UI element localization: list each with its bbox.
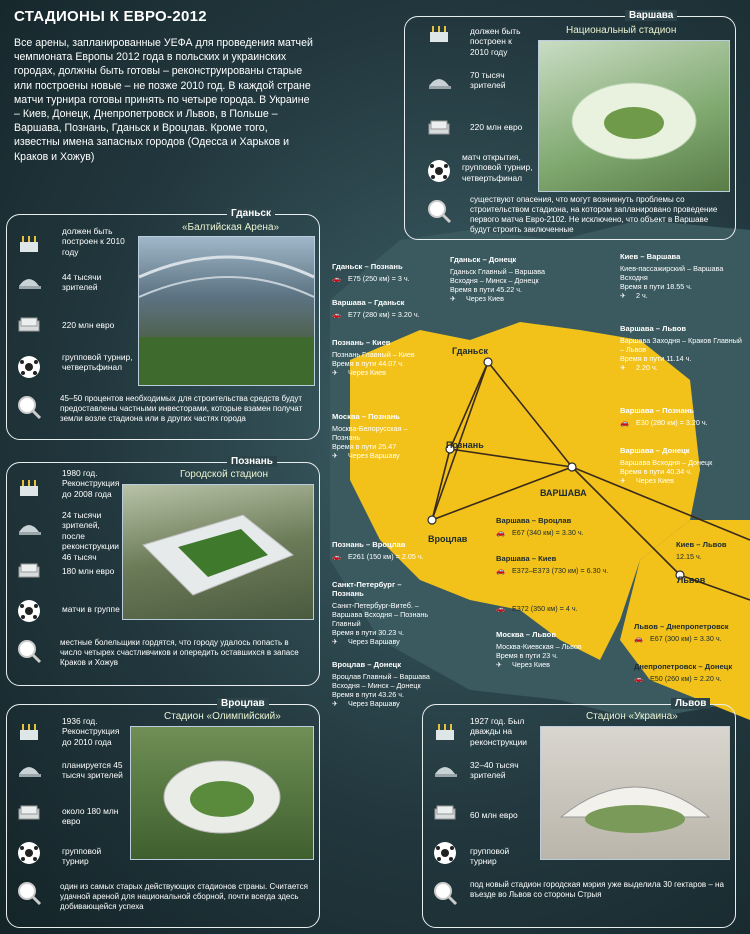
cake-icon: [16, 230, 42, 256]
ball-icon: [426, 158, 452, 184]
route-warsaw-donetsk: [620, 446, 745, 487]
fact-built: 1936 год. Реконструкция до 2010 года: [62, 716, 120, 747]
magnifier-icon: [426, 198, 452, 224]
route-dnipro-donetsk: [634, 662, 746, 685]
route-via: Через Варшаву: [348, 699, 400, 708]
car-icon: 🚗: [634, 674, 643, 683]
money-icon: [432, 800, 458, 826]
route-info: Москва-Киевская – Львов: [496, 642, 582, 651]
route-title: Познань – Вроцлав: [332, 540, 406, 549]
fact-built: 1980 год. Реконструкция до 2008 года: [62, 468, 120, 499]
route-moscow-lviv: [496, 630, 616, 671]
stadium-name: Стадион «Украина»: [586, 711, 678, 722]
intro-text: Все арены, запланированные УЕФА для проведения матчей чемпионата Европы 2012 года в польских и украинских городах, должны быть готовы – реконструированы старые или построены новые – не позже 2010 год. В каждой стране матчи турнира готовы принять по четыре города. В Украине – Киев, Донецк, Днепропетровск и Львов, в Польше – Варшава, Познань, Гданьск и Вроцлав. Кроме того, известны имена запасных городов (Одесса и Харьков и Краков и Хожув): [14, 37, 313, 163]
city-label: Гданьск: [227, 208, 275, 219]
fact-capacity: планируется 45 тысяч зрителей: [62, 760, 123, 781]
route-time: Время в пути 18.55 ч.: [620, 282, 692, 291]
fact-built: должен быть построен к 2010 году: [470, 26, 521, 57]
fact-note: под новый стадион городская мэрия уже выделила 30 гектаров – на въезде во Львов со стороны Стрыя: [470, 880, 724, 899]
fact-matches: групповой турнир, четвертьфинал: [62, 352, 133, 373]
route-spb-poznan: [332, 580, 430, 648]
ball-icon: [432, 840, 458, 866]
route-time: Время в пути 44.07 ч.: [332, 359, 404, 368]
route-info: E77 (280 км) = 3.20 ч.: [348, 310, 420, 319]
plane-icon: ✈: [332, 368, 339, 377]
route-title: Варшава – Львов: [620, 324, 687, 333]
route-poznan-wroclaw: [332, 540, 430, 563]
car-icon: 🚗: [620, 418, 629, 427]
route-info: E261 (150 км) = 2.05 ч.: [348, 552, 424, 561]
fact-note: один из самых старых действующих стадионов страны. Считается удачной ареной для национальной сборной, почти всегда здесь добивающейся успеха: [60, 882, 308, 911]
route-time: Время в пути 43.26 ч.: [332, 690, 404, 699]
plane-icon: ✈: [496, 660, 503, 669]
route-info: 12.15 ч.: [676, 552, 702, 561]
route-wroclaw-donetsk: [332, 660, 430, 710]
route-info: E50 (260 км) = 2.20 ч.: [650, 674, 722, 683]
route-warsaw-kiev: [496, 554, 616, 577]
route-title: Вроцлав – Донецк: [332, 660, 402, 669]
route-info: E67 (300 км) = 3.30 ч.: [650, 634, 722, 643]
route-gdansk-poznan: [332, 262, 430, 285]
route-time: Время в пути 40.34 ч.: [620, 467, 692, 476]
magnifier-icon: [16, 394, 42, 420]
route-time: Время в пути 23 ч.: [496, 651, 558, 660]
money-icon: [426, 115, 452, 141]
route-gdansk-donetsk: [450, 255, 570, 305]
route-title: Москва – Львов: [496, 630, 556, 639]
route-info: Варшава Заходня – Краков Главный – Львов: [620, 336, 742, 354]
route-time: Время в пути 11.14 ч.: [620, 354, 692, 363]
fact-matches: матч открытия, групповой турнир, четвертьфинал: [462, 152, 533, 183]
route-via: Через Варшаву: [348, 451, 400, 460]
route-info: Санкт-Петербург-Витеб. – Варшава Всходня – Познань Главный: [332, 601, 429, 628]
map-label-gdansk: Гданьск: [452, 346, 488, 356]
car-icon: 🚗: [496, 566, 505, 575]
route-title: Москва – Познань: [332, 412, 400, 421]
route-via: Через Варшаву: [348, 637, 400, 646]
route-info: Гданьск Главный – Варшава Всходня – Минск – Донецк: [450, 267, 545, 285]
fact-capacity: 24 тысячи зрителей, после реконструкции 46 тысяч: [62, 510, 119, 562]
cake-icon: [16, 718, 42, 744]
magnifier-icon: [16, 638, 42, 664]
stadium-photo-gdansk: [138, 236, 315, 386]
route-title: Днепропетровск – Донецк: [634, 662, 733, 671]
route-kiev-lviv: [676, 540, 746, 561]
car-icon: 🚗: [332, 552, 341, 561]
stadium-name: Стадион «Олимпийский»: [164, 711, 281, 722]
dot-gdansk: [484, 358, 492, 366]
route-title: Варшава – Познань: [620, 406, 694, 415]
plane-icon: ✈: [450, 294, 457, 303]
route-via: Через Киев: [466, 294, 504, 303]
ball-icon: [16, 354, 42, 380]
route-info: E75 (250 км) = 3 ч.: [348, 274, 410, 283]
route-kiev-warsaw: [620, 252, 745, 302]
plane-icon: ✈: [332, 637, 339, 646]
fact-built: должен быть построен к 2010 году: [62, 226, 125, 257]
fact-cost: 60 млн евро: [470, 810, 518, 820]
cake-icon: [426, 20, 452, 46]
cap-icon: [16, 516, 42, 542]
fact-cost: 180 млн евро: [62, 566, 115, 576]
magnifier-icon: [16, 880, 42, 906]
route-title: Гданьск – Донецк: [450, 255, 517, 264]
route-time: Время в пути 30.23 ч.: [332, 628, 404, 637]
stadium-photo-lviv: [540, 726, 730, 860]
route-via: Через Киев: [348, 368, 386, 377]
route-info: Варшава Всходня – Донецк: [620, 458, 713, 467]
route-info: Москва-Белорусская – Познань: [332, 424, 408, 442]
fact-matches: групповой турнир: [470, 846, 510, 867]
fact-capacity: 70 тысяч зрителей: [470, 70, 506, 91]
car-icon: 🚗: [496, 528, 505, 537]
plane-icon: ✈: [620, 476, 627, 485]
route-warsaw-lviv-car: [496, 604, 616, 615]
route-lviv-dnipro: [634, 622, 746, 645]
route-info: Познань Главный – Киев: [332, 350, 415, 359]
route-time: Время в пути 25.47: [332, 442, 397, 451]
fact-cost: 220 млн евро: [470, 122, 523, 132]
route-poznan-kiev: [332, 338, 430, 379]
cake-icon: [16, 474, 42, 500]
route-via: Через Киев: [512, 660, 550, 669]
plane-icon: ✈: [620, 291, 627, 300]
plane-icon: ✈: [332, 699, 339, 708]
cap-icon: [16, 270, 42, 296]
route-info: Вроцлав Главный – Варшава Всходня – Минск – Донецк: [332, 672, 430, 690]
route-info: E372–E373 (730 км) = 6.30 ч.: [512, 566, 609, 575]
route-via: Через Киев: [636, 476, 674, 485]
route-warsaw-poznan: [620, 406, 745, 429]
route-title: Киев – Варшава: [620, 252, 681, 261]
route-title: Киев – Львов: [676, 540, 727, 549]
route-info: E30 (280 км) = 3.20 ч.: [636, 418, 708, 427]
ball-icon: [16, 840, 42, 866]
car-icon: 🚗: [496, 604, 505, 613]
dot-warsaw: [568, 463, 576, 471]
route-title: Львов – Днепропетровск: [634, 622, 729, 631]
city-label: Львов: [671, 698, 710, 709]
route-title: Гданьск – Познань: [332, 262, 403, 271]
route-warsaw-gdansk: [332, 298, 430, 321]
route-title: Варшава – Киев: [496, 554, 557, 563]
fact-matches: групповой турнир: [62, 846, 102, 867]
cake-icon: [432, 718, 458, 744]
dot-wroclaw: [428, 516, 436, 524]
stadium-photo-warsaw: [538, 40, 730, 192]
cap-icon: [16, 758, 42, 784]
route-info: Киев-пассажирский – Варшава Всходня: [620, 264, 724, 282]
plane-icon: ✈: [332, 451, 339, 460]
map-label-lviv: Львов: [677, 575, 706, 585]
magnifier-icon: [432, 880, 458, 906]
route-title: Познань – Киев: [332, 338, 391, 347]
money-icon: [16, 558, 42, 584]
route-time: Время в пути 45.22 ч.: [450, 285, 522, 294]
plane-icon: ✈: [620, 363, 627, 372]
route-info: E67 (340 км) = 3.30 ч.: [512, 528, 584, 537]
fact-cost: около 180 млн евро: [62, 806, 119, 827]
fact-matches: матчи в группе: [62, 604, 120, 614]
money-icon: [16, 312, 42, 338]
stadium-photo-wroclaw: [130, 726, 314, 860]
map-label-warsaw: ВАРШАВА: [540, 488, 587, 498]
route-moscow-poznan: [332, 412, 430, 462]
fact-note: существуют опасения, что могут возникнуть проблемы со строительством стадиона, на котором запланировано проведение первого матча Евро-2102. Не исключено, что объект в Варшаве будут строить заключенные: [470, 195, 718, 234]
car-icon: 🚗: [332, 274, 341, 283]
route-warsaw-lviv: [620, 324, 745, 374]
map-label-poznan: Познань: [446, 440, 484, 450]
fact-capacity: 44 тысячи зрителей: [62, 272, 102, 293]
ball-icon: [16, 598, 42, 624]
fact-cost: 220 млн евро: [62, 320, 115, 330]
city-label: Варшава: [625, 10, 677, 21]
route-title: Варшава – Вроцлав: [496, 516, 572, 525]
fact-note: местные болельщики гордятся, что городу удалось попасть в число четырех счастливчиков и опередить оставшихся в запасе Краков и Хожув: [60, 638, 299, 667]
stadium-name: «Балтийская Арена»: [182, 222, 280, 233]
car-icon: 🚗: [332, 310, 341, 319]
route-via: 2 ч.: [636, 291, 648, 300]
cap-icon: [432, 758, 458, 784]
stadium-photo-poznan: [122, 484, 314, 620]
map-label-wroclaw: Вроцлав: [428, 534, 468, 544]
fact-note: 45–50 процентов необходимых для строительства средств будут предоставлены частными инвесторами, которые взамен получат земли возле стадиона или в других частях города: [60, 394, 303, 423]
cap-icon: [426, 70, 452, 96]
city-label: Познань: [227, 456, 277, 467]
fact-capacity: 32–40 тысяч зрителей: [470, 760, 519, 781]
route-title: Варшава – Донецк: [620, 446, 690, 455]
stadium-name: Национальный стадион: [566, 25, 677, 36]
stadium-name: Городской стадион: [180, 469, 268, 480]
page-title: СТАДИОНЫ К ЕВРО-2012: [14, 8, 207, 25]
city-label: Вроцлав: [217, 698, 269, 709]
route-title: Санкт-Петербург – Познань: [332, 580, 402, 598]
route-info: E372 (350 км) = 4 ч.: [512, 604, 578, 613]
money-icon: [16, 800, 42, 826]
route-title: Варшава – Гданьск: [332, 298, 405, 307]
car-icon: 🚗: [634, 634, 643, 643]
route-warsaw-wroclaw: [496, 516, 616, 539]
fact-built: 1927 год. Был дважды на реконструкции: [470, 716, 527, 747]
route-via: 2.20 ч.: [636, 363, 658, 372]
